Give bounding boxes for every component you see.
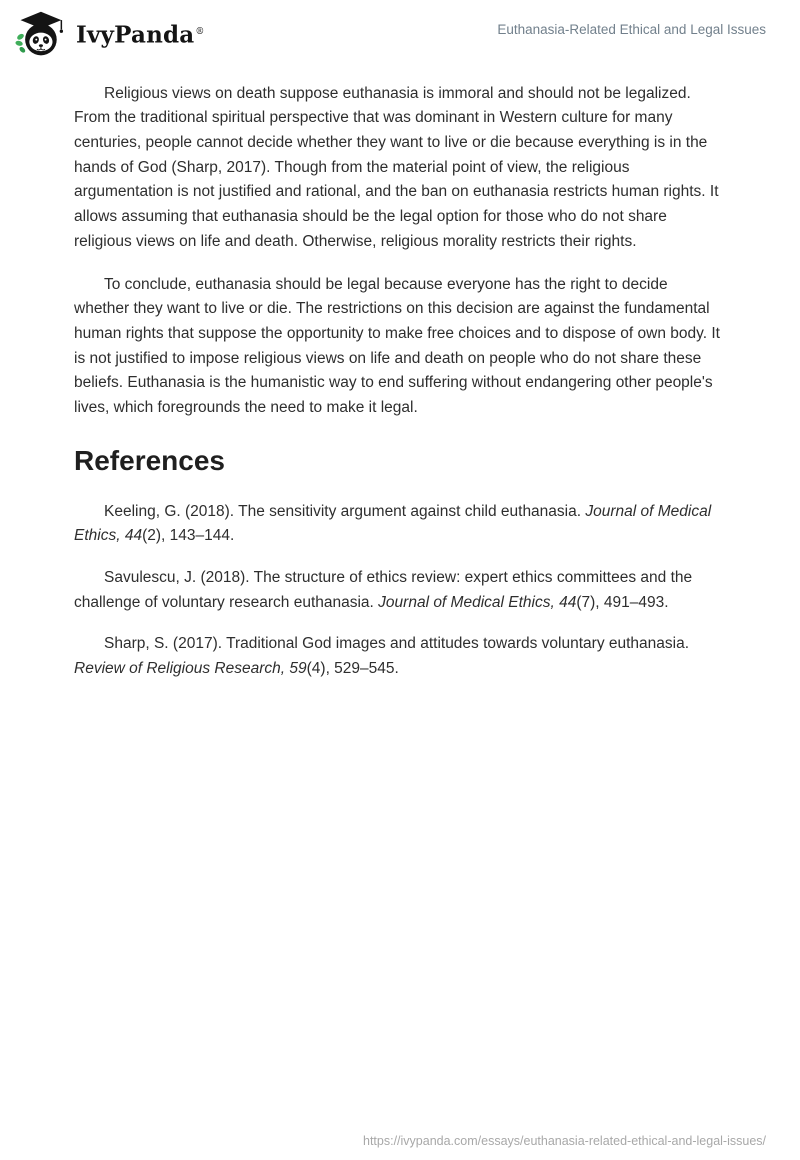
registered-mark: ® <box>195 27 205 37</box>
reference-entry <box>74 500 722 549</box>
reference-journal: Review of Religious Research, 59 <box>74 660 307 678</box>
reference-entry <box>74 632 722 681</box>
essay-body <box>0 60 800 682</box>
ivypanda-logo-icon <box>14 9 66 59</box>
reference-entry <box>74 566 722 615</box>
reference-text: Keeling, G. (2018). The sensitivity argument against child euthanasia. <box>104 502 586 520</box>
essay-paragraph: Religious views on death suppose euthanasia is immoral and should not be legalized. From the traditional spiritual perspective that was dominant in Western culture for many centuries, people cannot decide whether they want to live or die because everything is in the hands of God (Sharp, 2017). Though from the material point of view, the religious argumentation is not justified and rational, and the ban on euthanasia restricts human rights. It allows assuming that euthanasia should be the legal option for those who do not share religious views on life and death. Otherwise, religious morality restricts their rights. <box>74 84 719 250</box>
reference-journal: Journal of Medical Ethics, 44 <box>74 502 712 545</box>
page-header <box>0 0 800 60</box>
reference-text: Savulescu, J. (2018). The structure of ethics review: expert ethics committees and the challenge of voluntary research euthanasia. <box>74 568 693 611</box>
reference-text: (7), 491–493. <box>576 593 669 611</box>
essay-paragraph: To conclude, euthanasia should be legal because everyone has the right to decide whether they want to live or die. The restrictions on this decision are against the fundamental human rights that suppose the opportunity to make free choices and to dispose of own body. It is not justified to impose religious views on life and death on people who do not share these beliefs. Euthanasia is the humanistic way to end suffering without endangering other people's lives, which foregrounds the need to make it legal. <box>74 275 720 417</box>
reference-text: (4), 529–545. <box>306 660 399 678</box>
brand[interactable] <box>14 8 205 60</box>
brand-name <box>76 8 205 60</box>
page-footer <box>363 1134 766 1148</box>
references-heading: References <box>74 444 225 476</box>
reference-text: (2), 143–144. <box>142 527 235 545</box>
brand-wordmark: IvyPanda <box>76 21 195 49</box>
document-title: Euthanasia-Related Ethical and Legal Issues <box>497 22 766 37</box>
reference-text: Sharp, S. (2017). Traditional God images and attitudes towards voluntary euthanasia. <box>104 635 690 653</box>
page-url: https://ivypanda.com/essays/euthanasia-related-ethical-and-legal-issues/ <box>363 1134 766 1148</box>
reference-journal: Journal of Medical Ethics, 44 <box>378 593 577 611</box>
